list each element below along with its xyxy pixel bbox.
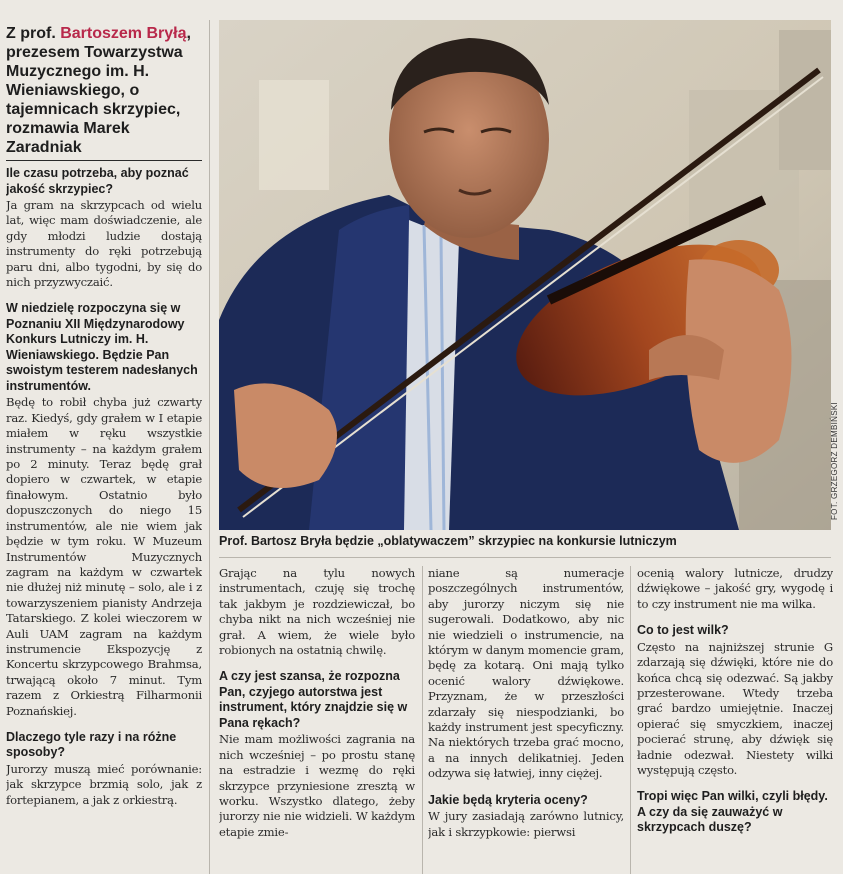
answer-6: Często na najniższej strunie G zdarzają się dźwięki, które nie do końca chcą się odezwać. Są jakby przesterowane. Wtedy trzeba grać bardzo umiejętnie. Inaczej opierać się smyczkiem, inaczej pocierać strunę, aby dźwięk się ładnie odezwał. Niestety wilki występują często. xyxy=(637,639,833,777)
answer-4: Nie mam możliwości zagrania na nich wcześniej – po prostu stanę na estradzie i wezmę do ręki skrzypce przyniesione zresztą w worku. Wszystko dlatego, żeby jurorzy nie nie widzieli. W każdym etapie zmie- xyxy=(219,732,415,839)
question-1: Ile czasu potrzeba, aby poznać jakość skrzypiec? xyxy=(6,166,189,196)
lead-prefix: Z prof. xyxy=(6,25,61,42)
answer-1: Ja gram na skrzypcach od wielu lat, więc mam doświadczenie, ale gdy młodzi ludzie dostają instrumenty do ręki potrzebują paru dni, albo tygodni, by się do nich przyzwyczaić. xyxy=(6,198,202,290)
photo-caption: Prof. Bartosz Bryła będzie „oblatywaczem” skrzypiec na konkursie lutniczym xyxy=(219,534,677,548)
caption-divider xyxy=(219,557,831,558)
article-column-2 xyxy=(219,566,415,874)
question-7: Tropi więc Pan wilki, czyli błędy. A czy da się zauważyć w skrzypcach duszę? xyxy=(637,789,828,835)
question-2: W niedzielę rozpoczyna się w Poznaniu XII Międzynarodowy Konkurs Lutniczy im. H. Wieniawskiego. Będzie Pan swoistym testerem nadesłanych instrumentów. xyxy=(6,301,198,393)
lead-interviewee-name: Bartoszem Bryłą xyxy=(60,25,187,42)
answer-3: Jurorzy muszą mieć porównanie: jak skrzypce brzmią solo, jak z fortepianem, a jak z orkiestrą. xyxy=(6,761,202,807)
article-column-1 xyxy=(6,166,202,874)
photo-credit: FOT. GRZEGORZ DEMBIŃSKI xyxy=(830,401,839,520)
lead-paragraph xyxy=(6,24,202,159)
article-column-4 xyxy=(637,566,833,874)
answer-5: W jury zasiadają zarówno lutnicy, jak i skrzypkowie: pierwsi xyxy=(428,809,624,839)
article-photo xyxy=(219,20,831,530)
lead-divider xyxy=(6,160,202,161)
question-6: Co to jest wilk? xyxy=(637,623,729,638)
column-rule-3 xyxy=(630,566,631,874)
violinist-photo-illustration xyxy=(219,20,831,530)
answer-continued-2: Grając na tylu nowych instrumentach, czuję się trochę tak jakbym je rozdziewiczał, bo chyba nikt na nich wcześniej nie grał. A wiem, że wiele było robionych na ostatnią chwilę. xyxy=(219,566,415,658)
lead-rest: , prezesem Towarzystwa Muzycznego im. H. Wieniawskiego, o tajemnicach skrzypiec, rozmawia Marek Zaradniak xyxy=(6,25,191,156)
question-3: Dlaczego tyle razy i na różne sposoby? xyxy=(6,729,177,760)
column-rule-2 xyxy=(422,566,423,874)
question-5: Jakie będą kryteria oceny? xyxy=(428,792,588,807)
answer-continued-4: ocenią walory lutnicze, drudzy dźwiękowe – jakość gry, wygodę i to czy instrument nie ma wilka. xyxy=(637,566,833,611)
question-4: A czy jest szansa, że rozpozna Pan, czyjego autorstwa jest instrument, który znajdzie się w Pana rękach? xyxy=(219,669,408,730)
answer-continued-3: niane są numeracje poszczególnych instrumentów, aby jurorzy niczym się nie sugerowali. Dodatkowo, aby nic nie wiedzieli o instrumencie, na którym w danym momencie gram, będę za kotarą. Oni mają tylko ocenić walory dźwiękowe. Przyznam, że w przeszłości zdarzały się niespodzianki, bo każdy instrument jest specyficzny. Na niektórych trzeba grać mocno, a na innych delikatniej. Jeden odzywa się łatwiej, inny ciężej. xyxy=(428,566,624,781)
column-rule-1 xyxy=(209,20,210,874)
article-column-3 xyxy=(428,566,624,874)
answer-2: Będę to robił chyba już czwarty raz. Kiedyś, gdy grałem w I etapie miałem w ręku wszystkie instrumenty – na każdym grałem po 2 minuty. Teraz będę grał dopiero w czwartek, w etapie finałowym. Ostatnio było dopuszczonych do niego 15 instrumentów, ale nie wiem jak będzie w tym roku. W Muzeum Instrumentów Muzycznych zagram na każdym w czwartek nie dłużej niż minutę – solo, ale i z towarzyszeniem pianisty Andrzeja Tatarskiego. Z kolei wieczorem w Auli UAM zagram na każdym instrumencie Ekspozycję z Koncertu skrzypcowego Brahmsa, trwającą około 7 minut. Tym razem z Orkiestrą Filharmonii Poznańskiej. xyxy=(6,395,202,718)
